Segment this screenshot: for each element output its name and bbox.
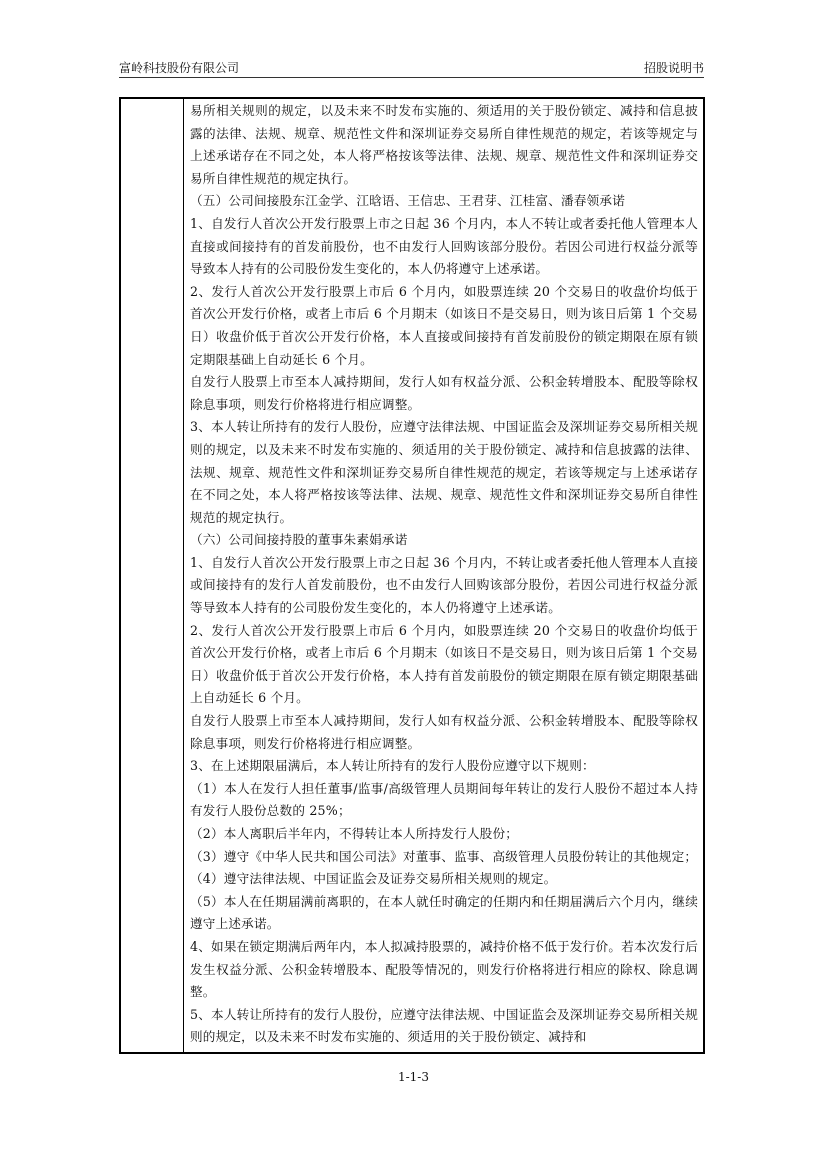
header-company-name: 富岭科技股份有限公司 (119, 61, 240, 75)
paragraph: 1、自发行人首次公开发行股票上市之日起 36 个月内，本人不转让或者委托他人管理本人直接或间接持有的首发前股份，也不由发行人回购该部分股份。若因公司进行权益分派等导致本人持有的公司股份发生变化的，本人仍将遵守上述承诺。 (190, 215, 698, 277)
table-column-divider (183, 97, 184, 1054)
paragraph: 3、本人转让所持有的发行人股份，应遵守法律法规、中国证监会及深圳证券交易所相关规则的规定，以及未来不时发布实施的、须适用的关于股份锁定、减持和信息披露的法律、法规、规章、规范性文件和深圳证券交易所自律性规范的规定，若该等规定与上述承诺存在不同之处，本人将严格按该等法律、法规、规章、规范性文件和深圳证券交易所自律性规范的规定执行。 (190, 419, 698, 525)
paragraph: 2、发行人首次公开发行股票上市后 6 个月内，如股票连续 20 个交易日的收盘价均低于首次公开发行价格，或者上市后 6 个月期末（如该日不是交易日，则为该日后第 1 个交易日）收盘价低于首次公开发行价格，本人直接或间接持有首发前股份的锁定期限在原有锁定期限基础上自动延长 6 个月。 (190, 283, 698, 367)
list-item: （2）本人离职后半年内，不得转让本人所持发行人股份； (190, 826, 519, 841)
paragraph: 4、如果在锁定期满后两年内，本人拟减持股票的，减持价格不低于发行价。若本次发行后发生权益分派、公积金转增股本、配股等情况的，则发行价格将进行相应的除权、除息调整。 (190, 938, 698, 1000)
paragraph: 5、本人转让所持有的发行人股份，应遵守法律法规、中国证监会及深圳证券交易所相关规则的规定，以及未来不时发布实施的、须适用的关于股份锁定、减持和 (190, 1006, 698, 1045)
table-content-cell (190, 100, 698, 1049)
page-number: 1-1-3 (397, 1070, 429, 1084)
header-document-type: 招股说明书 (643, 61, 704, 75)
paragraph: 1、自发行人首次公开发行股票上市之日起 36 个月内，不转让或者委托他人管理本人直接或间接持有的发行人首发前股份，也不由发行人回购该部分股份，若因公司进行权益分派等导致本人持有的公司股份发生变化的，本人仍将遵守上述承诺。 (190, 554, 698, 616)
paragraph: 3、在上述期限届满后，本人转让所持有的发行人股份应遵守以下规则： (190, 758, 595, 774)
list-item: （1）本人在发行人担任董事/监事/高级管理人员期间每年转让的发行人股份不超过本人持有发行人股份总数的 25%； (190, 780, 698, 819)
paragraph: 2、发行人首次公开发行股票上市后 6 个月内，如股票连续 20 个交易日的收盘价均低于首次公开发行价格，或者上市后 6 个月期末（如该日不是交易日，则为该日后第 1 个交易日）收盘价低于首次公开发行价格，本人持有首发前股份的锁定期限在原有锁定期限基础上自动延长 6 个月。 (190, 622, 698, 706)
section-heading: （五）公司间接股东江金学、江晗语、王信忠、王君芽、江桂富、潘春领承诺 (190, 193, 625, 209)
section-heading: （六）公司间接持股的董事朱素娟承诺 (190, 532, 408, 548)
list-item: （5）本人在任期届满前离职的，在本人就任时确定的任期内和任期届满后六个月内，继续遵守上述承诺。 (190, 893, 698, 932)
header-divider (119, 77, 704, 78)
paragraph: 自发行人股票上市至本人减持期间，发行人如有权益分派、公积金转增股本、配股等除权除息事项，则发行价格将进行相应调整。 (190, 374, 698, 412)
page-header (119, 58, 704, 78)
paragraph: 易所相关规则的规定，以及未来不时发布实施的、须适用的关于股份锁定、减持和信息披露的法律、法规、规章、规范性文件和深圳证券交易所自律性规范的规定，若该等规定与上述承诺存在不同之处，本人将严格按该等法律、法规、规章、规范性文件和深圳证券交易所自律性规范的规定执行。 (190, 103, 698, 186)
paragraph: 自发行人股票上市至本人减持期间，发行人如有权益分派、公积金转增股本、配股等除权除息事项，则发行价格将进行相应调整。 (190, 713, 698, 751)
list-item: （3）遵守《中华人民共和国公司法》对董事、监事、高级管理人员股份转让的其他规定； (190, 848, 698, 864)
list-item: （4）遵守法律法规、中国证监会及证券交易所相关规则的规定。 (190, 871, 557, 887)
